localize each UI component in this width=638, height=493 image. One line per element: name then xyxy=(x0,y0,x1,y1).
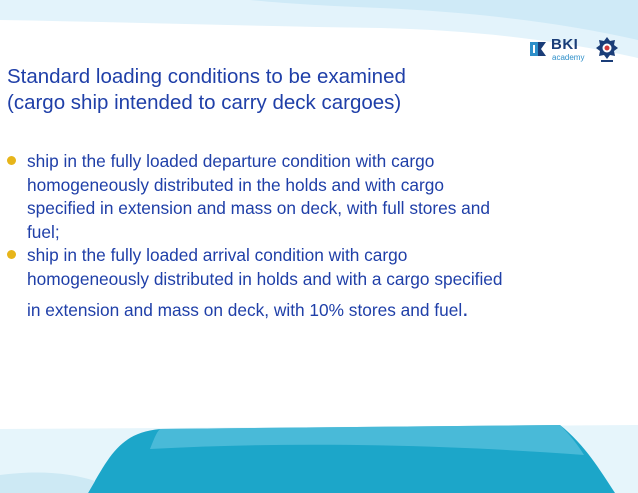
bullet-dot-icon xyxy=(7,156,16,165)
bullet-text-line-last xyxy=(27,295,606,323)
bullet-dot-icon xyxy=(7,250,16,259)
bullet-final-period: . xyxy=(462,295,469,321)
bki-academy-logo xyxy=(530,36,630,66)
bullet-text-line: homogeneously distributed in the holds and with cargo xyxy=(27,174,444,195)
bullet-text-line: homogeneously distributed in holds and with a cargo specified xyxy=(27,268,503,289)
slide-title xyxy=(7,64,487,116)
bullet-item-departure xyxy=(6,150,606,244)
bullet-item-arrival xyxy=(6,244,606,323)
title-line-2: (cargo ship intended to carry deck cargoes) xyxy=(7,91,402,114)
logo-name: BKI xyxy=(551,36,579,53)
bullet-text-line: ship in the fully loaded departure condition with cargo xyxy=(27,151,435,171)
bullet-text-line: specified in extension and mass on deck, with full stores and xyxy=(27,198,491,218)
bki-logo-mark-icon xyxy=(530,40,548,58)
logo-subtitle: academy xyxy=(552,53,585,62)
bullet-text-line: fuel; xyxy=(27,221,60,242)
bullet-text-line: ship in the fully loaded arrival condition with cargo xyxy=(27,245,408,265)
bottom-wave-decoration xyxy=(0,415,638,493)
title-line-1: Standard loading conditions to be examined xyxy=(7,65,406,88)
emblem-crest-icon xyxy=(595,36,619,64)
bullet-text-last: in extension and mass on deck, with 10% stores and fuel xyxy=(27,300,463,320)
bullet-list xyxy=(6,150,606,323)
